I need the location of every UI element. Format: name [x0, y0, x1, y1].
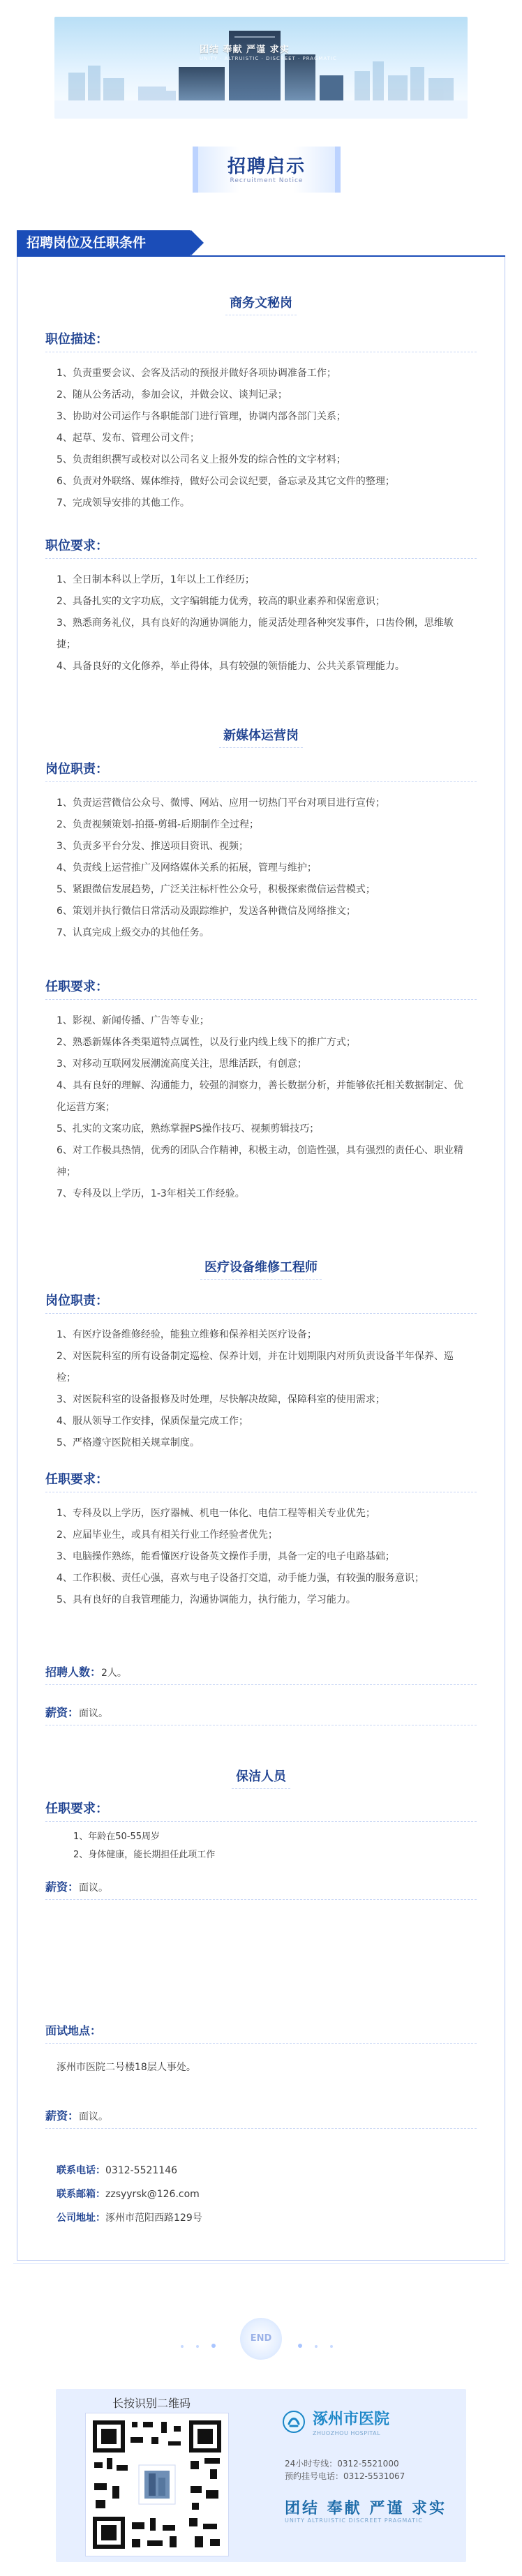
- list-item: 2、负责视频策划-拍摄-剪辑-后期制作全过程；: [57, 819, 260, 830]
- salary-label: 薪资：: [45, 2109, 80, 2122]
- qr-code-icon: [86, 2413, 228, 2556]
- hospital-hotline: 24小时专线：0312-5521000: [285, 2459, 399, 2469]
- list-item: 5、扎实的文案功底，熟练掌握PS操作技巧、视频剪辑技巧；: [57, 1123, 320, 1135]
- list-item: 4、服从领导工作安排，保质保量完成工作；: [57, 1416, 248, 1427]
- job-title-new-media: 新媒体运营岗: [17, 726, 505, 744]
- list-item: 4、具备良好的文化修养，举止得体，具有较强的领悟能力、公共关系管理能力。: [57, 661, 405, 672]
- job-media-duties-list: [57, 793, 468, 944]
- hospital-appointment: 预约挂号电话：0312-5531067: [285, 2471, 405, 2481]
- job-title-equipment-engineer: 医疗设备维修工程师: [17, 1257, 505, 1275]
- list-item: 1、影视、新闻传播、广告等专业；: [57, 1015, 209, 1026]
- end-marker: END: [240, 2318, 282, 2360]
- interview-location-heading: 面试地点：: [45, 2024, 102, 2037]
- job-title-secretary: 商务文秘岗: [17, 293, 505, 311]
- contact-block: [57, 2159, 202, 2230]
- job-secretary-duties-heading: 职位描述：: [45, 332, 108, 347]
- job-secretary-reqs-heading: 职位要求：: [45, 539, 108, 553]
- salary-label: 薪资：: [45, 1706, 80, 1719]
- list-item: 3、熟悉商务礼仪，具有良好的沟通协调能力，能灵活处理各种突发事件，口齿伶俐，思维敏捷；: [57, 617, 454, 650]
- job-eng-reqs-list: [57, 1503, 468, 1611]
- job-cleaner-reqs-heading: 任职要求：: [45, 1802, 108, 1816]
- job-cleaner-reqs-list: [73, 1828, 468, 1864]
- list-item: 3、对医院科室的设备报修及时处理，尽快解决故障，保障科室的使用需求；: [57, 1394, 385, 1405]
- list-item: 2、对医院科室的所有设备制定巡检、保养计划，并在计划期限内对所负责设备半年保养、巡检；: [57, 1351, 454, 1384]
- list-item: 5、具有良好的自我管理能力，沟通协调能力，执行能力，学习能力。: [57, 1594, 356, 1605]
- list-item: 2、身体健康，能长期担任此项工作: [73, 1850, 216, 1860]
- banner-slogan-en: UNITY · ALTRUISTIC · DISCREET · PRAGMATIC: [200, 56, 337, 61]
- city-skyline-illustration: [54, 17, 468, 119]
- dashed-divider: [45, 558, 477, 559]
- job-secretary-duties-list: [57, 363, 468, 514]
- list-item: 7、专科及以上学历，1-3年相关工作经验。: [57, 1188, 245, 1199]
- list-item: 4、负责线上运营推广及网络媒体关系的拓展，管理与维护；: [57, 862, 317, 874]
- list-item: 3、对移动互联网发展潮流高度关注，思维活跃，有创意；: [57, 1058, 307, 1070]
- salary-row: [45, 1878, 108, 1894]
- contact-phone: 0312-5521146: [105, 2165, 178, 2176]
- job-media-reqs-heading: 任职要求：: [45, 980, 108, 994]
- dashed-divider: [45, 999, 477, 1000]
- qr-title: 长按识别二维码: [112, 2397, 191, 2410]
- list-item: 4、工作积极、责任心强，喜欢与电子设备打交道，动手能力强，有较强的服务意识；: [57, 1573, 424, 1584]
- list-item: 6、策划并执行微信日常活动及跟踪维护，发送各种微信及网络推文；: [57, 906, 356, 917]
- dashed-divider: [45, 1313, 477, 1314]
- list-item: 3、电脑操作熟练，能看懂医疗设备英文操作手册，具备一定的电子电路基础；: [57, 1551, 395, 1562]
- job-media-duties-heading: 岗位职责：: [45, 762, 108, 777]
- job-title-cleaner: 保洁人员: [17, 1767, 505, 1785]
- job-media-reqs-list: [57, 1010, 468, 1205]
- job-eng-duties-list: [57, 1324, 468, 1454]
- list-item: 7、认真完成上级交办的其他任务。: [57, 927, 209, 938]
- page-title-badge: [193, 147, 341, 193]
- footer-slogan-en: UNITY ALTRUISTIC DISCREET PRAGMATIC: [285, 2517, 423, 2524]
- contact-email[interactable]: zzsyyrsk@126.com: [105, 2189, 200, 2200]
- hospital-name-en: ZHUOZHOU HOSPITAL: [313, 2430, 381, 2436]
- list-item: 3、负责多平台分发、推送项目资讯、视频；: [57, 841, 248, 852]
- contact-phone-row: 联系电话：0312-5521146: [57, 2165, 178, 2176]
- salary-value: 面议。: [79, 1708, 109, 1719]
- contact-address: 涿州市范阳西路129号: [105, 2212, 202, 2224]
- list-item: 4、具有良好的理解、沟通能力，较强的洞察力，善长数据分析，并能够依托相关数据制定、优化运营方案；: [57, 1080, 463, 1113]
- footer-card: [56, 2389, 466, 2562]
- list-item: 2、具备扎实的文字功底，文字编辑能力优秀，较高的职业素养和保密意识；: [57, 596, 385, 607]
- list-item: 3、协助对公司运作与各职能部门进行管理，协调内部各部门关系；: [57, 411, 346, 422]
- job-eng-duties-heading: 岗位职责：: [45, 1294, 108, 1308]
- job-secretary-reqs-list: [57, 569, 468, 677]
- section-tab: 招聘岗位及任职条件: [17, 230, 191, 255]
- salary-value: 面议。: [79, 1882, 109, 1894]
- contact-email-row: 联系邮箱：zzsyyrsk@126.com: [57, 2189, 200, 2200]
- end-dots-left: [174, 2337, 222, 2340]
- list-item: 5、紧跟微信发展趋势，广泛关注标杆性公众号，积极探索微信运营模式；: [57, 884, 375, 895]
- list-item: 6、对工作极具热情，优秀的团队合作精神，积极主动，创造性强，具有强烈的责任心、职业精神；: [57, 1145, 463, 1178]
- list-item: 6、负责对外联络、媒体维持，做好公司会议纪要，备忘录及其它文件的整理；: [57, 476, 395, 487]
- hospital-logo-icon: [282, 2410, 306, 2434]
- salary-label: 薪资：: [45, 1880, 80, 1894]
- list-item: 1、年龄在50-55周岁: [73, 1832, 161, 1842]
- dashed-divider: [45, 1821, 477, 1822]
- dashed-divider: [45, 1899, 477, 1900]
- list-item: 1、有医疗设备维修经验，能独立维修和保养相关医疗设备；: [57, 1329, 317, 1340]
- hospital-name: 涿州市医院: [313, 2411, 390, 2428]
- page-title-en: Recruitment Notice: [230, 177, 304, 184]
- end-dots-right: [292, 2337, 339, 2340]
- list-item: 4、起草、发布、管理公司文件；: [57, 433, 200, 444]
- dashed-divider: [45, 781, 477, 782]
- header-banner: [54, 17, 468, 119]
- qr-code[interactable]: [85, 2413, 229, 2556]
- contact-address-row: 公司地址：涿州市范阳西路129号: [57, 2212, 202, 2224]
- headcount-value: 2人。: [101, 1668, 127, 1679]
- interview-location-value: 涿州市医院二号楼18层人事处。: [57, 2062, 196, 2073]
- page-title: 招聘启示: [227, 156, 306, 177]
- list-item: 1、负责重要会议、会客及活动的预报并做好各项协调准备工作；: [57, 368, 336, 379]
- content-frame: [17, 257, 505, 2261]
- dashed-divider: [45, 1684, 477, 1685]
- dashed-divider: [45, 2128, 477, 2129]
- list-item: 1、负责运营微信公众号、微博、网站、应用一切热门平台对项目进行宣传；: [57, 797, 385, 809]
- job-eng-reqs-heading: 任职要求：: [45, 1472, 108, 1487]
- banner-slogan: 团结 奉献 严谨 求实: [200, 45, 290, 55]
- headcount-label: 招聘人数：: [45, 1665, 102, 1679]
- list-item: 5、负责组织撰写或校对以公司名义上报外发的综合性的文字材料；: [57, 454, 346, 465]
- qr-section: [60, 2389, 243, 2562]
- list-item: 1、专科及以上学历，医疗器械、机电一体化、电信工程等相关专业优先；: [57, 1508, 375, 1519]
- dashed-divider: [45, 2043, 477, 2044]
- list-item: 7、完成领导安排的其他工作。: [57, 497, 190, 509]
- list-item: 2、随从公务活动，参加会议，并做会议、谈判记录；: [57, 389, 288, 400]
- list-item: 2、应届毕业生，或具有相关行业工作经验者优先；: [57, 1529, 278, 1541]
- hospital-contact-info: [285, 2457, 405, 2483]
- salary-row: [45, 1704, 108, 1720]
- salary-row: [45, 2107, 108, 2123]
- salary-value: 面议。: [79, 2111, 109, 2122]
- footer-slogan: 团结 奉献 严谨 求实: [285, 2500, 447, 2517]
- hospital-logo: [282, 2407, 389, 2436]
- list-item: 1、全日制本科以上学历，1年以上工作经历；: [57, 574, 255, 585]
- headcount-row: [45, 1663, 127, 1679]
- list-item: 5、严格遵守医院相关规章制度。: [57, 1437, 200, 1448]
- list-item: 2、熟悉新媒体各类渠道特点属性，以及行业内线上线下的推广方式；: [57, 1037, 356, 1048]
